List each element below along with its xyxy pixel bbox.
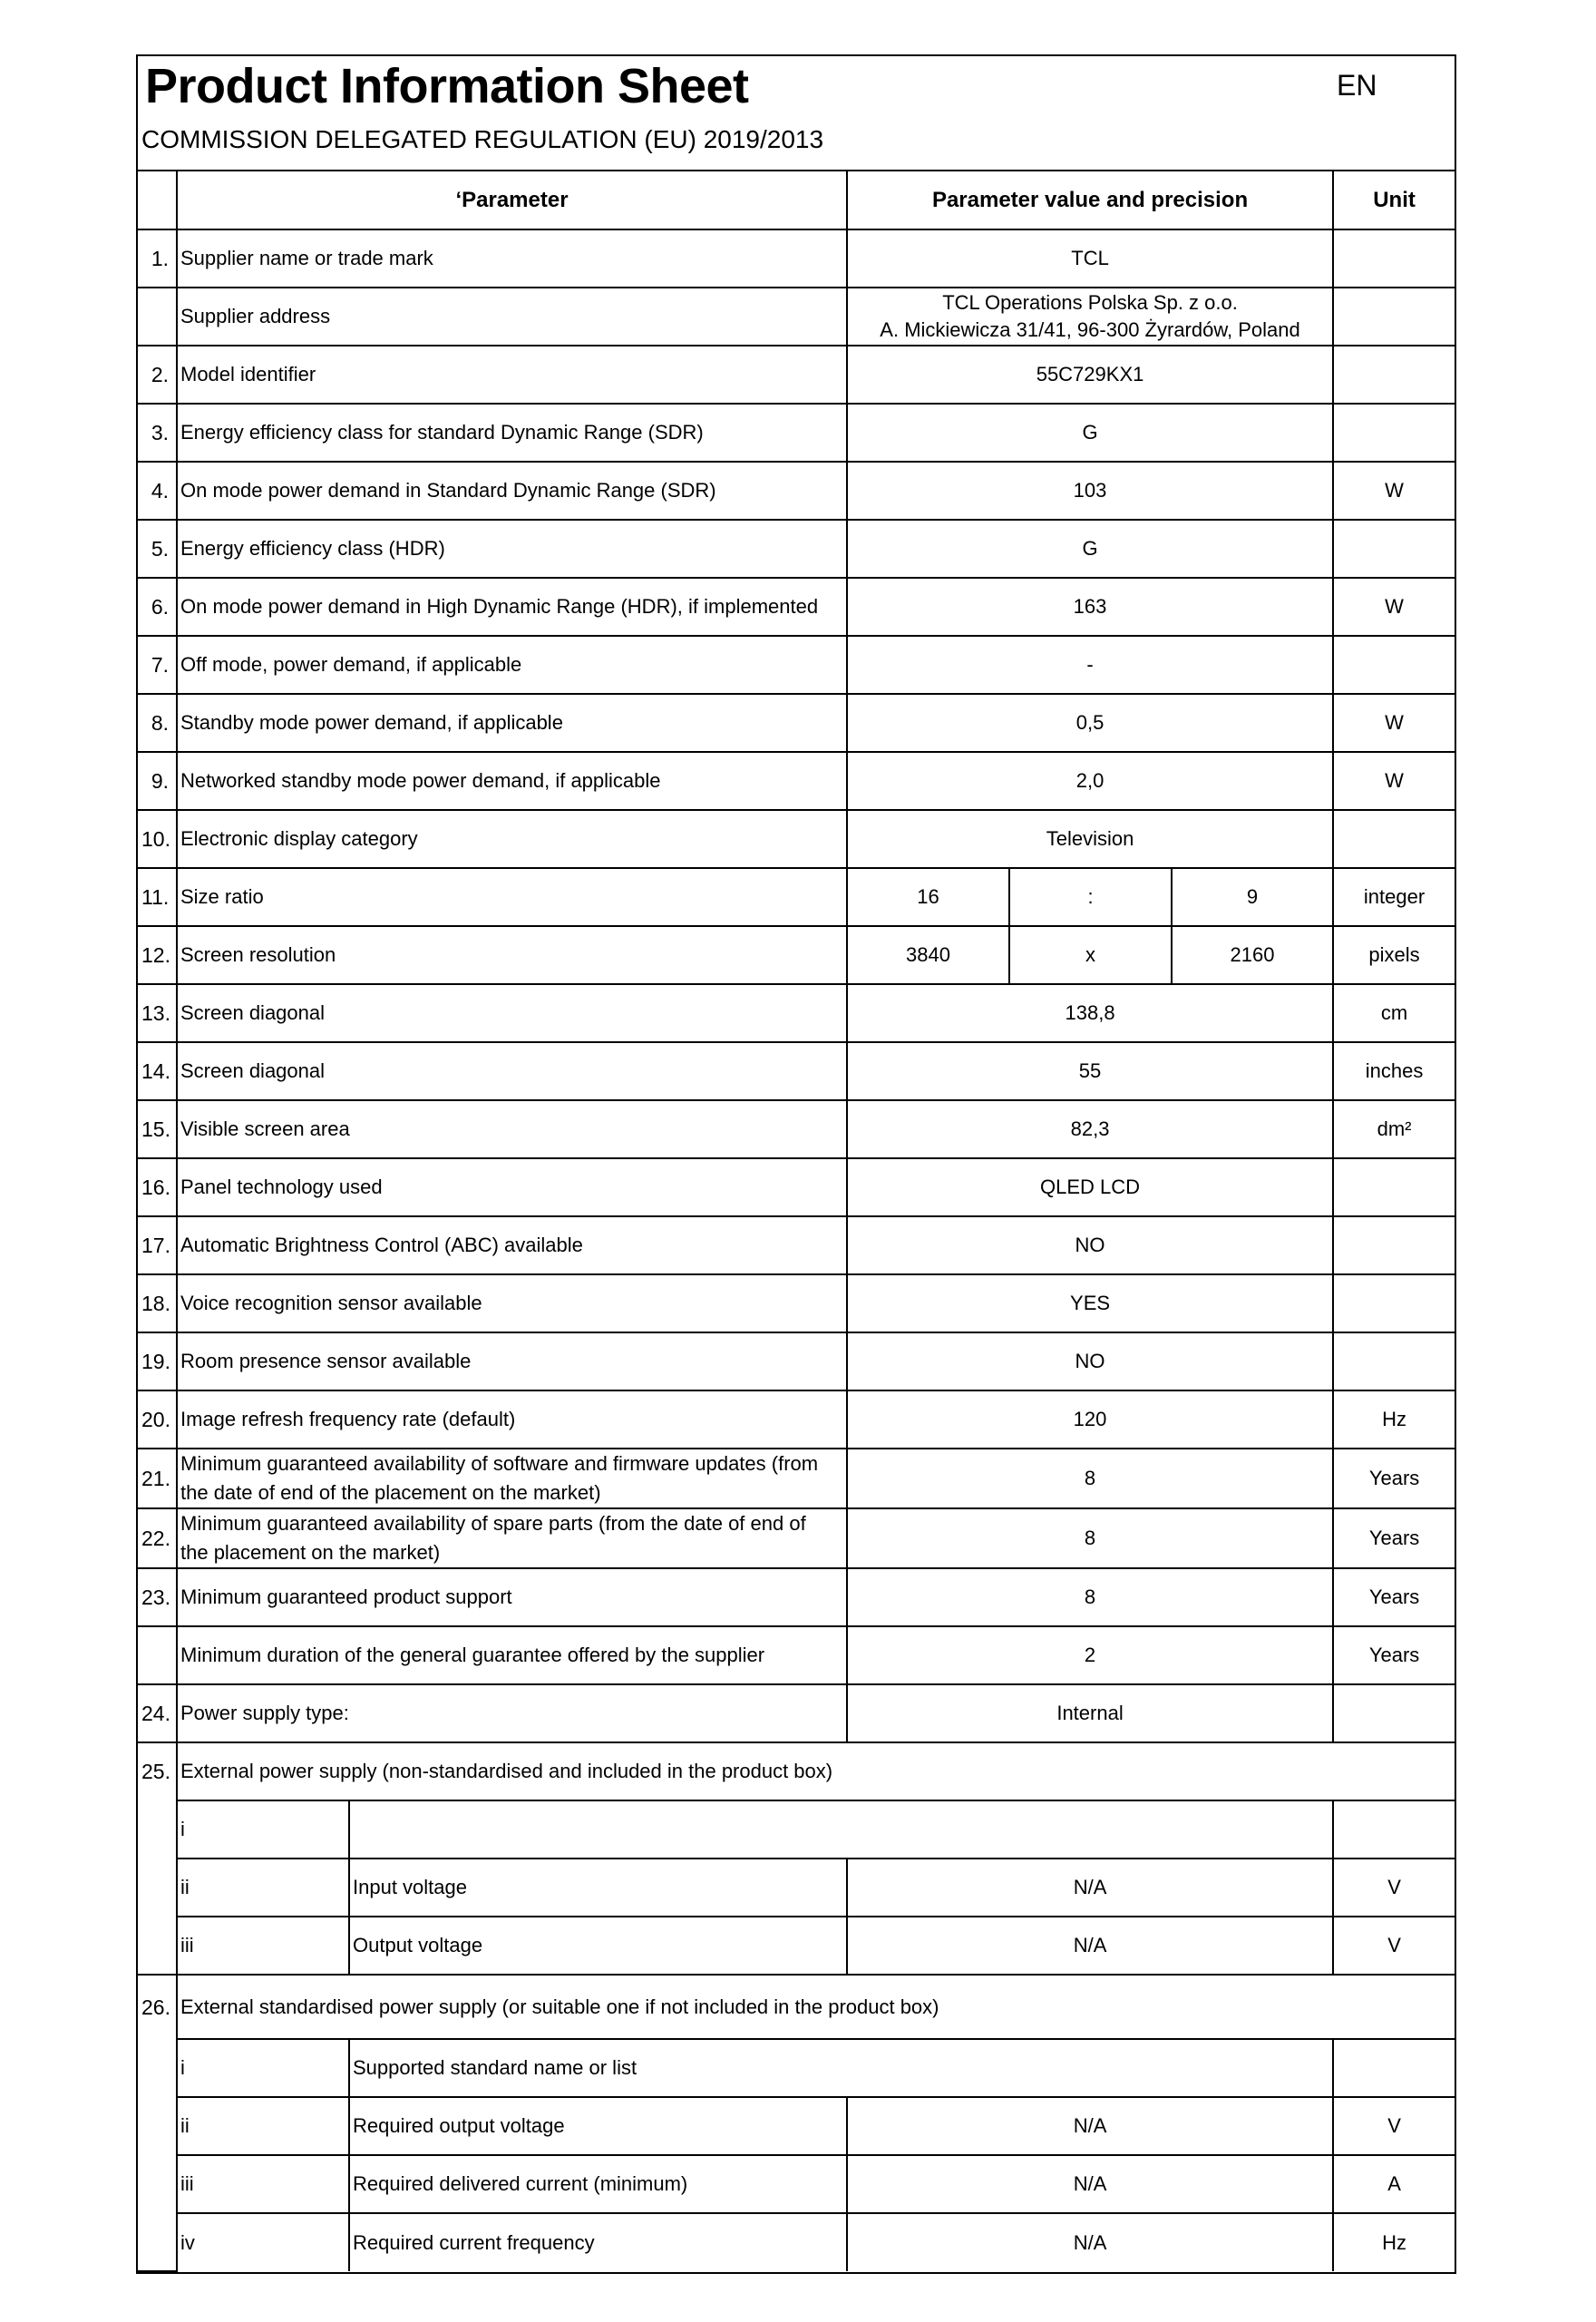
table-row: [138, 2097, 1455, 2155]
row-parameter: Size ratio: [177, 868, 847, 926]
row-parameter: Voice recognition sensor available: [177, 1274, 847, 1332]
row-parameter: Room presence sensor available: [177, 1332, 847, 1390]
row-value: [847, 288, 1333, 346]
product-information-sheet: [136, 54, 1456, 2274]
row-number: 14.: [138, 1042, 177, 1100]
row-number: 22.: [138, 1508, 177, 1568]
row-unit: [1333, 1800, 1455, 1859]
row-value: 55C729KX1: [847, 346, 1333, 404]
row-number: 6.: [138, 578, 177, 636]
row-unit: inches: [1333, 1042, 1455, 1100]
row-number: 24.: [138, 1684, 177, 1742]
row-value: 2,0: [847, 752, 1333, 810]
row-value: 8: [847, 1568, 1333, 1626]
row-unit: pixels: [1333, 926, 1455, 984]
table-row: [138, 404, 1455, 462]
row-unit: A: [1333, 2155, 1455, 2213]
row-value: G: [847, 404, 1333, 462]
header-parameter: ‘Parameter: [177, 171, 847, 229]
row-parameter: Panel technology used: [177, 1158, 847, 1216]
row-unit: [1333, 288, 1455, 346]
row-value: QLED LCD: [847, 1158, 1333, 1216]
row-number: 18.: [138, 1274, 177, 1332]
row-unit: integer: [1333, 868, 1455, 926]
row-value: NO: [847, 1332, 1333, 1390]
header-unit: Unit: [1333, 171, 1455, 229]
row-unit: [1333, 520, 1455, 578]
row-number: 17.: [138, 1216, 177, 1274]
row-value-separator: x: [1009, 926, 1172, 984]
table-row: [138, 636, 1455, 694]
row-unit: V: [1333, 2097, 1455, 2155]
row-sub-index: i: [177, 1800, 349, 1859]
row-unit: Hz: [1333, 2213, 1455, 2271]
row-parameter: Minimum duration of the general guarantee offered by the supplier: [177, 1626, 847, 1684]
table-row: [138, 578, 1455, 636]
row-value-second: 2160: [1172, 926, 1333, 984]
table-row: [138, 1390, 1455, 1449]
row-number: 9.: [138, 752, 177, 810]
row-parameter-line2: the date of end of the placement on the market): [180, 1481, 601, 1504]
header-value: Parameter value and precision: [847, 171, 1333, 229]
row-value: N/A: [847, 2213, 1333, 2271]
table-row: [138, 1100, 1455, 1158]
table-row: [138, 1568, 1455, 1626]
table-row: [138, 984, 1455, 1042]
table-row: [138, 2213, 1455, 2271]
row-parameter: Minimum guaranteed product support: [177, 1568, 847, 1626]
table-row: [138, 1508, 1455, 1568]
table-row: [138, 2039, 1455, 2097]
table-row: [138, 2155, 1455, 2213]
row-value: YES: [847, 1274, 1333, 1332]
row-sub-index: iii: [177, 1917, 349, 1975]
row-parameter: Supplier name or trade mark: [177, 229, 847, 288]
row-unit: Years: [1333, 1508, 1455, 1568]
row-value: G: [847, 520, 1333, 578]
row-number: 13.: [138, 984, 177, 1042]
table-row: [138, 1216, 1455, 1274]
table-header-row: [138, 171, 1455, 229]
row-parameter: External standardised power supply (or suitable one if not included in the product box): [177, 1975, 1455, 2039]
row-sub-index: i: [177, 2039, 349, 2097]
row-value: Television: [847, 810, 1333, 868]
row-parameter: Automatic Brightness Control (ABC) available: [177, 1216, 847, 1274]
row-number: 21.: [138, 1449, 177, 1508]
row-parameter: Standby mode power demand, if applicable: [177, 694, 847, 752]
row-value: 8: [847, 1449, 1333, 1508]
row-sub-index: iv: [177, 2213, 349, 2271]
parameter-table: [138, 171, 1455, 2272]
row-parameter: Visible screen area: [177, 1100, 847, 1158]
row-number: 20.: [138, 1390, 177, 1449]
row-value: NO: [847, 1216, 1333, 1274]
row-value: TCL: [847, 229, 1333, 288]
page-title: Product Information Sheet: [145, 59, 749, 113]
row-number: 11.: [138, 868, 177, 926]
row-unit: [1333, 229, 1455, 288]
row-number: 10.: [138, 810, 177, 868]
table-row: [138, 694, 1455, 752]
row-parameter-line2: the placement on the market): [180, 1541, 441, 1564]
row-number: [138, 1626, 177, 1684]
table-row: [138, 1449, 1455, 1508]
row-parameter-line1: Minimum guaranteed availability of software and firmware updates (from: [180, 1452, 819, 1475]
table-row: [138, 229, 1455, 288]
supplier-address-line2: A. Mickiewicza 31/41, 96-300 Żyrardów, Poland: [880, 318, 1300, 341]
row-number: 26.: [138, 1975, 177, 2271]
row-unit: [1333, 404, 1455, 462]
row-value: Internal: [847, 1684, 1333, 1742]
row-number: [138, 288, 177, 346]
table-row: [138, 810, 1455, 868]
row-parameter: On mode power demand in High Dynamic Range (HDR), if implemented: [177, 578, 847, 636]
row-unit: [1333, 1216, 1455, 1274]
row-value: 120: [847, 1390, 1333, 1449]
row-unit: Years: [1333, 1449, 1455, 1508]
table-row: [138, 1859, 1455, 1917]
table-row: [138, 1742, 1455, 1800]
table-row: [138, 462, 1455, 520]
row-parameter: Screen resolution: [177, 926, 847, 984]
row-value: 55: [847, 1042, 1333, 1100]
row-unit: Years: [1333, 1626, 1455, 1684]
table-row: [138, 1917, 1455, 1975]
row-number: 19.: [138, 1332, 177, 1390]
row-parameter: [349, 1800, 1333, 1859]
row-value: -: [847, 636, 1333, 694]
row-value: N/A: [847, 2097, 1333, 2155]
row-parameter: Networked standby mode power demand, if applicable: [177, 752, 847, 810]
row-number: 2.: [138, 346, 177, 404]
row-unit: W: [1333, 694, 1455, 752]
row-value: 0,5: [847, 694, 1333, 752]
row-unit: W: [1333, 462, 1455, 520]
table-row: [138, 1626, 1455, 1684]
row-parameter: Image refresh frequency rate (default): [177, 1390, 847, 1449]
row-parameter: Required output voltage: [349, 2097, 847, 2155]
row-unit: [1333, 2039, 1455, 2097]
row-value: 103: [847, 462, 1333, 520]
row-parameter: Energy efficiency class (HDR): [177, 520, 847, 578]
row-number: 3.: [138, 404, 177, 462]
row-number: 25.: [138, 1742, 177, 1975]
row-parameter: [177, 1508, 847, 1568]
regulation-reference: COMMISSION DELEGATED REGULATION (EU) 2019/2013: [141, 125, 824, 153]
table-row: [138, 1274, 1455, 1332]
row-value: N/A: [847, 2155, 1333, 2213]
row-number: 8.: [138, 694, 177, 752]
row-number: 4.: [138, 462, 177, 520]
table-row: [138, 752, 1455, 810]
row-number: 16.: [138, 1158, 177, 1216]
row-sub-index: ii: [177, 2097, 349, 2155]
row-number: 23.: [138, 1568, 177, 1626]
row-unit: cm: [1333, 984, 1455, 1042]
table-row: [138, 1800, 1455, 1859]
row-unit: [1333, 1684, 1455, 1742]
table-row: [138, 1042, 1455, 1100]
language-code: EN: [1337, 69, 1377, 102]
row-unit: [1333, 810, 1455, 868]
row-number: 15.: [138, 1100, 177, 1158]
row-value: N/A: [847, 1859, 1333, 1917]
row-sub-index: iii: [177, 2155, 349, 2213]
row-parameter: Electronic display category: [177, 810, 847, 868]
row-unit: [1333, 636, 1455, 694]
row-value: 8: [847, 1508, 1333, 1568]
row-unit: [1333, 1274, 1455, 1332]
row-unit: [1333, 1158, 1455, 1216]
row-value-second: 9: [1172, 868, 1333, 926]
row-value: 2: [847, 1626, 1333, 1684]
row-parameter: External power supply (non-standardised and included in the product box): [177, 1742, 1455, 1800]
table-row: [138, 520, 1455, 578]
row-unit: V: [1333, 1917, 1455, 1975]
row-unit: Hz: [1333, 1390, 1455, 1449]
row-value: 82,3: [847, 1100, 1333, 1158]
row-value-separator: :: [1009, 868, 1172, 926]
row-parameter: On mode power demand in Standard Dynamic Range (SDR): [177, 462, 847, 520]
row-number: 12.: [138, 926, 177, 984]
supplier-address-line1: TCL Operations Polska Sp. z o.o.: [942, 291, 1238, 314]
row-parameter: Screen diagonal: [177, 984, 847, 1042]
row-number: 1.: [138, 229, 177, 288]
table-row: [138, 926, 1455, 984]
row-parameter: Off mode, power demand, if applicable: [177, 636, 847, 694]
row-value: N/A: [847, 1917, 1333, 1975]
row-parameter: Output voltage: [349, 1917, 847, 1975]
row-parameter: Supported standard name or list: [349, 2039, 1333, 2097]
row-unit: [1333, 1332, 1455, 1390]
table-row: [138, 1975, 1455, 2039]
table-row: [138, 1332, 1455, 1390]
row-value: 163: [847, 578, 1333, 636]
table-row: [138, 288, 1455, 346]
row-parameter: Power supply type:: [177, 1684, 847, 1742]
row-parameter-line1: Minimum guaranteed availability of spare parts (from the date of end of: [180, 1512, 806, 1535]
row-value-first: 16: [847, 868, 1009, 926]
row-parameter: [177, 1449, 847, 1508]
row-value-first: 3840: [847, 926, 1009, 984]
row-parameter: Required current frequency: [349, 2213, 847, 2271]
row-parameter: Energy efficiency class for standard Dynamic Range (SDR): [177, 404, 847, 462]
table-row: [138, 1684, 1455, 1742]
row-number: 5.: [138, 520, 177, 578]
row-parameter: Supplier address: [177, 288, 847, 346]
row-parameter: Input voltage: [349, 1859, 847, 1917]
table-row: [138, 868, 1455, 926]
header-num-cell: [138, 171, 177, 229]
table-row: [138, 346, 1455, 404]
table-row: [138, 1158, 1455, 1216]
row-unit: W: [1333, 578, 1455, 636]
row-unit: W: [1333, 752, 1455, 810]
row-unit: [1333, 346, 1455, 404]
row-parameter: Screen diagonal: [177, 1042, 847, 1100]
row-number: 7.: [138, 636, 177, 694]
row-unit: dm²: [1333, 1100, 1455, 1158]
row-unit: Years: [1333, 1568, 1455, 1626]
row-parameter: Required delivered current (minimum): [349, 2155, 847, 2213]
row-value: 138,8: [847, 984, 1333, 1042]
row-sub-index: ii: [177, 1859, 349, 1917]
row-parameter: Model identifier: [177, 346, 847, 404]
row-unit: V: [1333, 1859, 1455, 1917]
sheet-header: [138, 56, 1455, 171]
